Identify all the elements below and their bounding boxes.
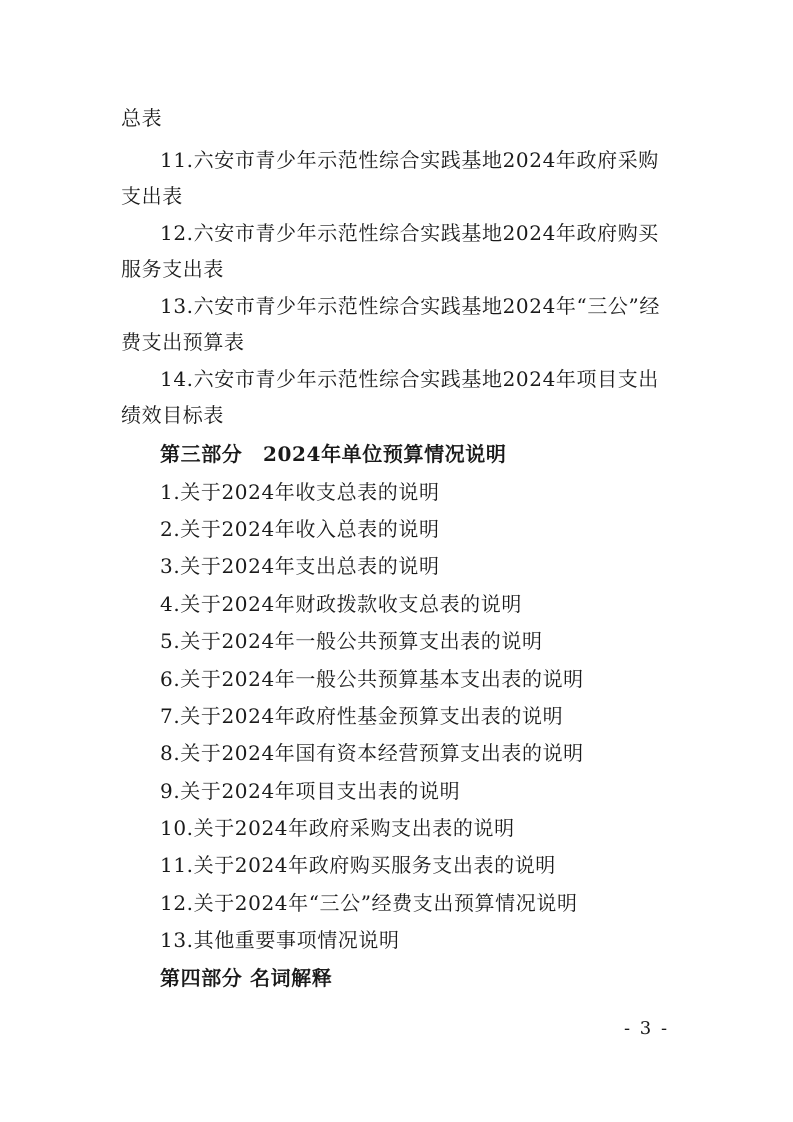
toc-item-11-line2: 支出表: [121, 184, 183, 208]
toc-item-p3-12: 12.关于2024年“三公”经费支出预算情况说明: [160, 891, 578, 915]
toc-item-p3-3: 3.关于2024年支出总表的说明: [160, 554, 440, 578]
toc-item-p3-7: 7.关于2024年政府性基金预算支出表的说明: [160, 704, 564, 728]
toc-item-14-line1: 14.六安市青少年示范性综合实践基地2024年项目支出: [160, 367, 659, 391]
toc-item-p3-2: 2.关于2024年收入总表的说明: [160, 517, 440, 541]
toc-item-12-line2: 服务支出表: [121, 257, 224, 281]
section-heading-part4: 第四部分 名词解释: [160, 966, 333, 990]
toc-item-12-line1: 12.六安市青少年示范性综合实践基地2024年政府购买: [160, 221, 659, 245]
toc-item-p3-1: 1.关于2024年收支总表的说明: [160, 480, 440, 504]
text-line-zongbiao: 总表: [121, 106, 163, 130]
toc-item-p3-13: 13.其他重要事项情况说明: [160, 928, 400, 952]
toc-item-p3-8: 8.关于2024年国有资本经营预算支出表的说明: [160, 741, 584, 765]
toc-item-p3-11: 11.关于2024年政府购买服务支出表的说明: [160, 853, 556, 877]
toc-item-11-line1: 11.六安市青少年示范性综合实践基地2024年政府采购: [160, 148, 659, 172]
toc-item-p3-5: 5.关于2024年一般公共预算支出表的说明: [160, 629, 543, 653]
toc-item-p3-10: 10.关于2024年政府采购支出表的说明: [160, 816, 515, 840]
toc-item-p3-9: 9.关于2024年项目支出表的说明: [160, 779, 461, 803]
section-heading-part3: 第三部分 2024年单位预算情况说明: [160, 442, 507, 466]
toc-item-13-line1: 13.六安市青少年示范性综合实践基地2024年“三公”经: [160, 294, 660, 318]
toc-item-13-line2: 费支出预算表: [121, 330, 245, 354]
toc-item-p3-6: 6.关于2024年一般公共预算基本支出表的说明: [160, 667, 584, 691]
page-number: - 3 -: [624, 1018, 670, 1039]
toc-item-p3-4: 4.关于2024年财政拨款收支总表的说明: [160, 592, 522, 616]
toc-item-14-line2: 绩效目标表: [121, 403, 224, 427]
